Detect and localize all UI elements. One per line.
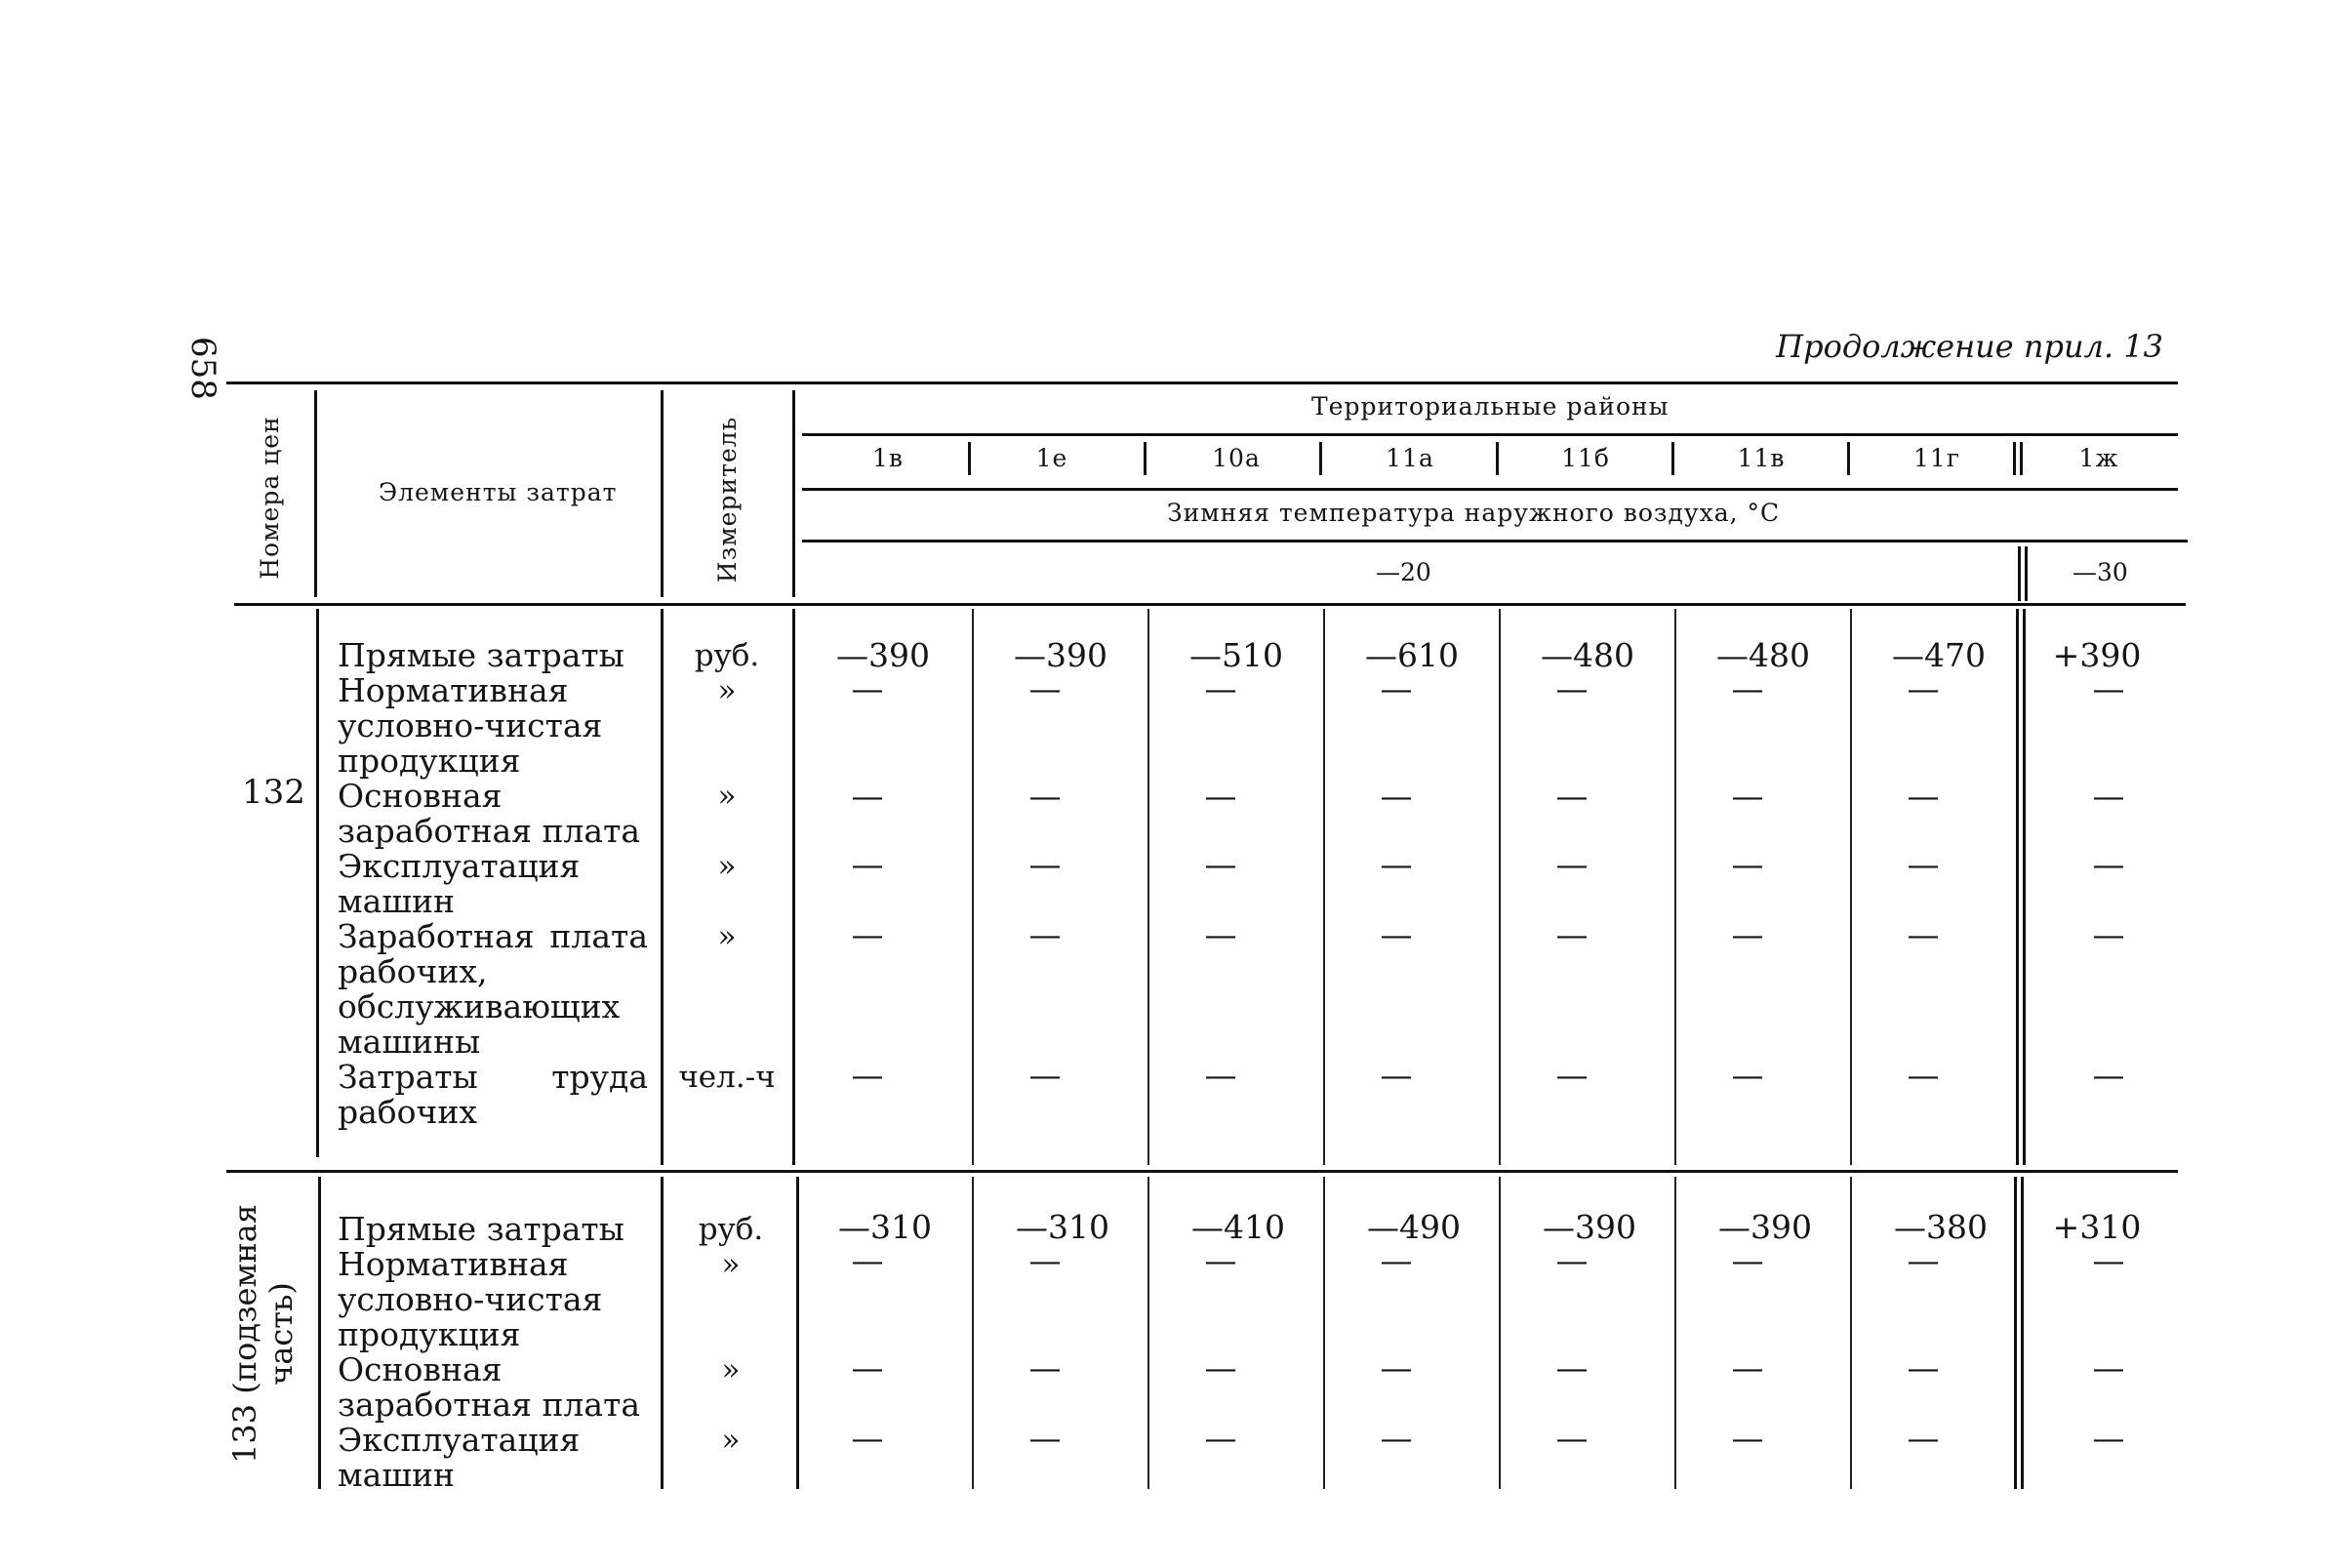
header-divider-2 <box>661 390 664 597</box>
element-label: Эксплуатация машин <box>338 847 581 920</box>
value-cell: — <box>2092 915 2125 953</box>
value-cell: — <box>1555 1056 1589 1094</box>
region-code-separator <box>2013 442 2016 475</box>
value-cell: — <box>1380 915 1413 953</box>
value-cell: —510 <box>1189 636 1283 674</box>
value-cell: — <box>1028 1056 1062 1094</box>
value-cell: — <box>851 1241 884 1279</box>
value-cell: — <box>851 845 884 883</box>
value-cell: — <box>1028 1241 1062 1279</box>
header-winter-temperature: Зимняя температура наружного воздуха, °С <box>1167 499 1781 527</box>
value-cell: — <box>1907 1241 1940 1279</box>
value-cell: —610 <box>1365 636 1459 674</box>
header-unit: Измеритель <box>713 416 742 583</box>
value-cell: — <box>2092 1348 2125 1387</box>
unit-label: » <box>721 1247 741 1282</box>
value-cell: — <box>1028 915 1062 953</box>
price-number: 132 <box>242 773 305 812</box>
region-code: 11б <box>1561 444 1610 472</box>
element-label: Прямые затраты <box>338 636 624 674</box>
temp-title-rule <box>802 540 2188 543</box>
value-cell: — <box>1380 1056 1413 1094</box>
value-cell: — <box>1380 669 1413 707</box>
value-cell: — <box>851 1348 884 1387</box>
value-cell: —470 <box>1892 636 1986 674</box>
unit-label: руб. <box>698 1212 764 1247</box>
value-cell: — <box>1028 845 1062 883</box>
value-cell: — <box>1028 1419 1062 1457</box>
temp-group-2: —30 <box>2072 558 2128 586</box>
value-cell: — <box>1555 1419 1589 1457</box>
value-cell: — <box>1907 777 1940 815</box>
unit-label: » <box>721 1423 741 1458</box>
value-cell: — <box>1907 1419 1940 1457</box>
element-label: Основная заработная плата <box>338 1350 641 1424</box>
value-cell: — <box>1907 845 1940 883</box>
value-cell: — <box>1731 845 1764 883</box>
s2-divider-left <box>318 1177 321 1489</box>
page-number: 658 <box>183 337 222 400</box>
region-code: 1в <box>872 444 904 472</box>
s1-col-line-double <box>2016 609 2019 1165</box>
value-cell: — <box>1204 669 1237 707</box>
region-code-separator <box>1847 442 1850 475</box>
region-code: 11а <box>1386 444 1434 472</box>
value-cell: —390 <box>1718 1208 1812 1246</box>
value-cell: — <box>1204 1241 1237 1279</box>
continuation-caption: Продолжение прил. 13 <box>1776 328 2163 365</box>
temp-divider-double <box>2025 546 2028 601</box>
region-code-separator <box>1319 442 1322 475</box>
value-cell: — <box>1555 777 1589 815</box>
value-cell: — <box>2092 845 2125 883</box>
value-cell: — <box>1907 915 1940 953</box>
value-cell: — <box>1731 1056 1764 1094</box>
unit-label: » <box>717 849 737 884</box>
region-code-separator <box>968 442 971 475</box>
region-code: 11в <box>1737 444 1786 472</box>
header-price-numbers: Номера цен <box>256 416 284 580</box>
value-cell: —390 <box>1014 636 1107 674</box>
value-cell: —380 <box>1894 1208 1988 1246</box>
value-cell: —490 <box>1367 1208 1461 1246</box>
unit-label: руб. <box>694 638 760 673</box>
value-cell: — <box>1204 777 1237 815</box>
value-cell: — <box>1555 1241 1589 1279</box>
value-cell: — <box>1380 1419 1413 1457</box>
value-cell: — <box>1028 777 1062 815</box>
value-cell: —310 <box>838 1208 932 1246</box>
value-cell: — <box>851 1056 884 1094</box>
element-label: Затраты труда рабочих <box>338 1058 648 1131</box>
header-divider-3 <box>792 390 795 597</box>
value-cell: — <box>1907 669 1940 707</box>
table-top-rule <box>226 382 2178 384</box>
value-cell: — <box>1555 1348 1589 1387</box>
temp-divider <box>2018 546 2021 601</box>
region-code-separator <box>1671 442 1674 475</box>
value-cell: — <box>2092 777 2125 815</box>
element-label: Основная заработная плата <box>338 777 641 850</box>
header-territorial-regions: Территориальные районы <box>1311 392 1670 421</box>
s1-divider-left <box>316 609 319 1157</box>
value-cell: — <box>1731 1348 1764 1387</box>
region-code-separator <box>2020 442 2023 475</box>
value-cell: — <box>1731 777 1764 815</box>
value-cell: —410 <box>1191 1208 1285 1246</box>
value-cell: — <box>1907 1348 1940 1387</box>
value-cell: — <box>1555 845 1589 883</box>
element-label: Эксплуатация машин <box>338 1421 581 1494</box>
value-cell: — <box>1907 1056 1940 1094</box>
value-cell: — <box>1028 669 1062 707</box>
value-cell: — <box>1204 915 1237 953</box>
element-label: Нормативная условно-чистая продукция <box>338 671 603 780</box>
value-cell: — <box>1731 1419 1764 1457</box>
region-code: 11г <box>1913 444 1960 472</box>
temp-group-1: —20 <box>1376 558 1431 586</box>
value-cell: —390 <box>836 636 930 674</box>
value-cell: — <box>1731 669 1764 707</box>
value-cell: — <box>851 915 884 953</box>
header-bottom-rule <box>234 603 2186 606</box>
region-code: 10а <box>1212 444 1261 472</box>
value-cell: — <box>2092 1241 2125 1279</box>
price-number: 133 (подземная часть) <box>226 1204 300 1464</box>
element-label: Прямые затраты <box>338 1210 624 1248</box>
unit-label: » <box>717 673 737 708</box>
value-cell: — <box>1555 915 1589 953</box>
value-cell: —480 <box>1716 636 1810 674</box>
value-cell: — <box>1380 1348 1413 1387</box>
element-label: Нормативная условно-чистая продукция <box>338 1245 603 1353</box>
value-cell: — <box>1380 1241 1413 1279</box>
value-cell: — <box>2092 1056 2125 1094</box>
region-code-separator <box>1144 442 1147 475</box>
value-cell: — <box>1731 915 1764 953</box>
value-cell: — <box>851 1419 884 1457</box>
region-code: 1ж <box>2078 444 2119 472</box>
value-cell: — <box>1204 1419 1237 1457</box>
regions-rule <box>802 433 2178 436</box>
value-cell: +390 <box>2052 636 2142 674</box>
region-code: 1е <box>1035 444 1068 472</box>
region-code-separator <box>1496 442 1499 475</box>
unit-label: » <box>717 779 737 814</box>
value-cell: — <box>1555 669 1589 707</box>
value-cell: +310 <box>2052 1208 2142 1246</box>
codes-rule <box>802 488 2178 491</box>
value-cell: —310 <box>1016 1208 1109 1246</box>
unit-label: » <box>721 1352 741 1387</box>
header-divider-1 <box>314 390 317 597</box>
s2-divider-unit <box>661 1177 664 1489</box>
value-cell: — <box>2092 1419 2125 1457</box>
value-cell: — <box>1204 1056 1237 1094</box>
value-cell: — <box>1380 845 1413 883</box>
value-cell: — <box>2092 669 2125 707</box>
value-cell: —480 <box>1541 636 1634 674</box>
value-cell: — <box>851 669 884 707</box>
value-cell: — <box>1204 1348 1237 1387</box>
value-cell: —390 <box>1543 1208 1636 1246</box>
unit-label: чел.-ч <box>678 1060 776 1095</box>
element-label: Заработная плата рабочих, обслуживающих машины <box>338 917 648 1061</box>
value-cell: — <box>1731 1241 1764 1279</box>
value-cell: — <box>1028 1348 1062 1387</box>
value-cell: — <box>851 777 884 815</box>
unit-label: » <box>717 919 737 954</box>
value-cell: — <box>1204 845 1237 883</box>
value-cell: — <box>1380 777 1413 815</box>
header-elements: Элементы затрат <box>379 478 618 506</box>
section-separator-rule <box>226 1170 2178 1173</box>
